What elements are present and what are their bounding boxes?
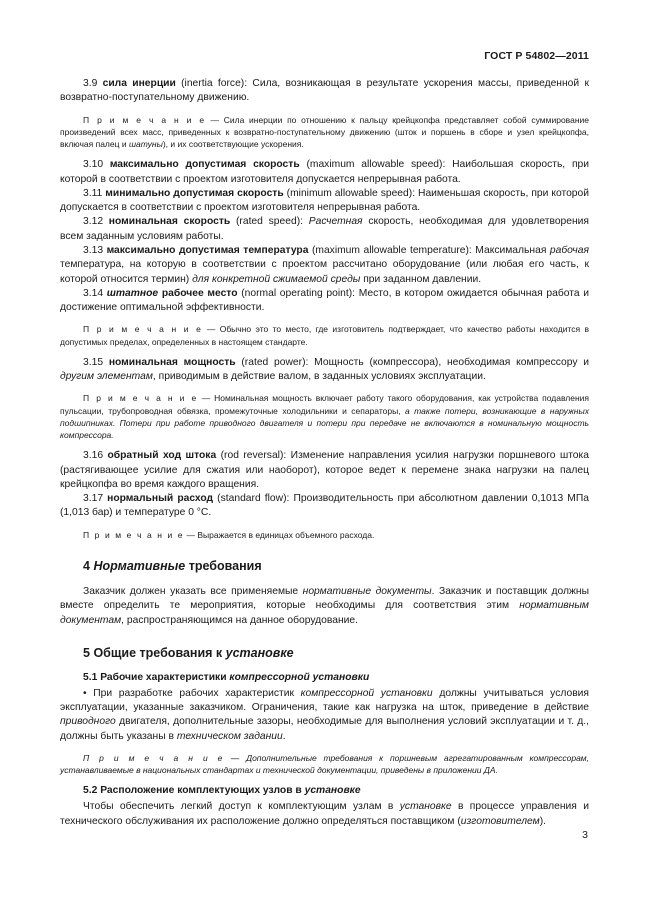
paragraph-emphasis: нормативным документам	[60, 600, 589, 626]
definition-3-11	[60, 187, 589, 216]
note-text: — Выражается в единицах объемного расхода.	[184, 529, 375, 540]
term: номинальная скорость	[108, 216, 231, 228]
definition-3-16	[60, 449, 589, 492]
clause-number: 3.12	[83, 216, 109, 228]
note-3-15	[60, 392, 589, 441]
heading-emphasis: установке	[225, 645, 294, 660]
definition-text: (minimum allowable speed): Наименьшая скорость, при которой допускается в соответствии с проектом изготовителя непрерывная работа.	[60, 187, 590, 214]
definition-text: (rated power): Мощность (компрессора), необходимая компрессору и	[235, 356, 589, 368]
definition-emphasis: Расчетная	[308, 216, 363, 228]
note-label: П р и м е ч а н и е	[83, 114, 206, 125]
section-number: 5	[83, 645, 94, 660]
section-number: 5.1	[83, 671, 101, 683]
definition-3-13	[60, 244, 589, 287]
term: максимально допустимая скорость	[109, 159, 300, 171]
paragraph-emphasis: приводного	[60, 716, 116, 728]
term: сила инерции	[102, 78, 176, 89]
note-label: П р и м е ч а н и е	[83, 753, 224, 764]
clause-number: 3.16	[83, 450, 108, 462]
term: обратный ход штока	[107, 450, 217, 462]
definition-3-9	[60, 77, 589, 106]
note-text: — Сила инерции по отношению к пальцу крейцкопфа представляет собой суммирование произведений всех масс, приведенных к возвратно-поступательному движению (шток и поршень в сборе и узел крейцкопфа, включая палец и	[60, 114, 589, 149]
definition-3-15	[60, 356, 589, 385]
standard-designation: ГОСТ Р 54802—2011	[484, 50, 589, 62]
section-number: 4	[83, 558, 94, 573]
term: рабочее место	[158, 287, 238, 299]
note-text: — Номинальная мощность включает работу такого оборудования, как устройства подавления пульсации, трубопроводная обвязка, промежуточные холодильники и сепараторы,	[60, 393, 589, 416]
paragraph-text: двигателя, дополнительные зазоры, необходимые для выполнения условий эксплуатации и т. д., должны быть указаны в	[60, 716, 589, 742]
term: номинальная мощность	[108, 356, 236, 368]
subsection-5-2-paragraph	[60, 800, 589, 829]
note-text: — Обычно это то место, где изготовитель подтверждает, что качество работы находится в допустимых пределах, определенных в настоящем стандарте.	[60, 324, 589, 347]
definition-emphasis: другим элементам	[60, 371, 153, 383]
definition-3-14	[60, 287, 589, 316]
note-3-17	[60, 529, 589, 541]
paragraph-text: ).	[539, 815, 547, 827]
paragraph-text: .	[282, 730, 286, 742]
definition-text: (maximum allowable temperature): Максимальная	[308, 244, 550, 256]
clause-number: 3.15	[83, 356, 109, 368]
note-3-14	[60, 323, 589, 347]
definition-3-12	[60, 215, 589, 244]
page-number: 3	[582, 829, 588, 841]
definition-text: при заданном давлении.	[360, 273, 482, 285]
page-content	[60, 77, 589, 829]
note-label: П р и м е ч а н и е	[83, 529, 185, 540]
definition-emphasis: рабочая	[549, 244, 589, 256]
clause-number: 3.13	[83, 244, 107, 256]
paragraph-emphasis: техническом задании	[176, 730, 283, 742]
paragraph-emphasis: нормативные документы	[302, 585, 432, 597]
definition-text: (rated speed):	[230, 216, 309, 228]
paragraph-text: должны учитываться условия эксплуатации, указанные заказчиком. Ограничения, такие как нагрузка на шток, приведение в действие	[60, 687, 589, 714]
heading-text: Рабочие характеристики	[100, 671, 230, 683]
term-emphasis: штатное	[106, 287, 159, 299]
paragraph-text: Заказчик должен указать все применяемые	[83, 585, 303, 597]
heading-text: Расположение комплектующих узлов в	[100, 785, 305, 797]
paragraph-emphasis: изготовителем	[460, 815, 540, 827]
heading-emphasis: Нормативные	[93, 558, 186, 573]
definition-3-10	[60, 158, 589, 187]
subsection-5-2-heading	[83, 785, 589, 796]
note-emphasis: шатуны	[128, 139, 163, 149]
definition-text: (maximum allowable speed): Наибольшая скорость, при которой в соответствии с проектом изготовителя допускается непрерывная работа.	[60, 159, 589, 185]
note-emphasis: — Дополнительные требования к поршневым агрегатированным компрессорам, устанавливаемые в национальных стандартах и технической документации, приведены в приложении ДА.	[60, 753, 589, 776]
note-label: П р и м е ч а н и е	[83, 393, 198, 404]
note-5-1	[60, 752, 589, 776]
paragraph-emphasis: установке	[399, 801, 452, 813]
heading-emphasis: установке	[304, 785, 361, 797]
term: максимально допустимая температура	[106, 244, 309, 256]
clause-number: 3.10	[83, 159, 110, 171]
note-emphasis: а также потери, возникающие в наружных подшипниках. Потери при работе приводного двигателя и потери при передаче не включаются в номинальную мощность компрессора.	[60, 405, 589, 441]
definition-text: , приводимым в действие валом, в заданных условиях эксплуатации.	[152, 371, 486, 383]
definition-text: скорость, необходимая для удовлетворения всем заданным условиям работы.	[60, 216, 590, 242]
section-5-heading	[83, 646, 589, 660]
clause-number: 3.9	[83, 78, 103, 89]
definition-text: (standard flow): Производительность при абсолютном давлении 0,1013 МПа (1,013 бар) и температуре 0 °С.	[60, 493, 590, 519]
heading-emphasis: компрессорной установки	[229, 671, 370, 683]
paragraph-text: в процессе управления и технического обслуживания их расположение должно определяться поставщиком (	[60, 801, 589, 827]
note-text: ), и их соответствующие ускорения.	[162, 139, 304, 149]
definition-emphasis: для конкретной сжимаемой среды	[192, 273, 361, 285]
paragraph-text: Чтобы обеспечить легкий доступ к комплектующим узлам в	[83, 801, 400, 813]
definition-text: (normal operating point): Место, в котором ожидается обычная работа и достижение оптимальной эффективности.	[60, 287, 590, 314]
section-4-heading	[83, 559, 589, 573]
definition-text: (inertia force): Сила, возникающая в результате ускорения массы, приведенной к возвратно-поступательному движению.	[60, 78, 589, 104]
heading-text: требования	[185, 558, 262, 573]
subsection-5-1-paragraph	[60, 687, 589, 744]
section-4-paragraph	[60, 585, 589, 628]
definition-text: температура, на которую в соответствии с проектом рассчитано оборудование (или любая его часть, к которой относится термин)	[60, 259, 589, 285]
term: минимально допустимая скорость	[105, 187, 284, 199]
clause-number: 3.11	[83, 187, 106, 199]
section-number: 5.2	[83, 785, 101, 797]
clause-number: 3.17	[83, 493, 108, 505]
definition-3-17	[60, 492, 589, 521]
paragraph-text: • При разработке рабочих характеристик	[83, 687, 301, 699]
paragraph-text: , распространяющимся на данное оборудование.	[121, 614, 358, 626]
note-3-9	[60, 114, 589, 151]
paragraph-text: . Заказчик и поставщик должны вместе определить те мероприятия, которые необходимы для соответствия этим	[60, 585, 589, 612]
subsection-5-1-heading	[83, 672, 589, 683]
term: нормальный расход	[107, 493, 214, 505]
clause-number: 3.14	[83, 287, 107, 299]
note-label: П р и м е ч а н и е	[83, 324, 203, 335]
definition-text: (rod reversal): Изменение направления усилия нагрузки поршневого штока (растягивающее усилие для сжатия или наоборот), которое ведет к перемене знака нагрузки на палец крейцкопфа во время каждого вращения.	[60, 450, 589, 490]
heading-text: Общие требования к	[93, 645, 226, 660]
paragraph-emphasis: компрессорной установки	[300, 687, 433, 699]
